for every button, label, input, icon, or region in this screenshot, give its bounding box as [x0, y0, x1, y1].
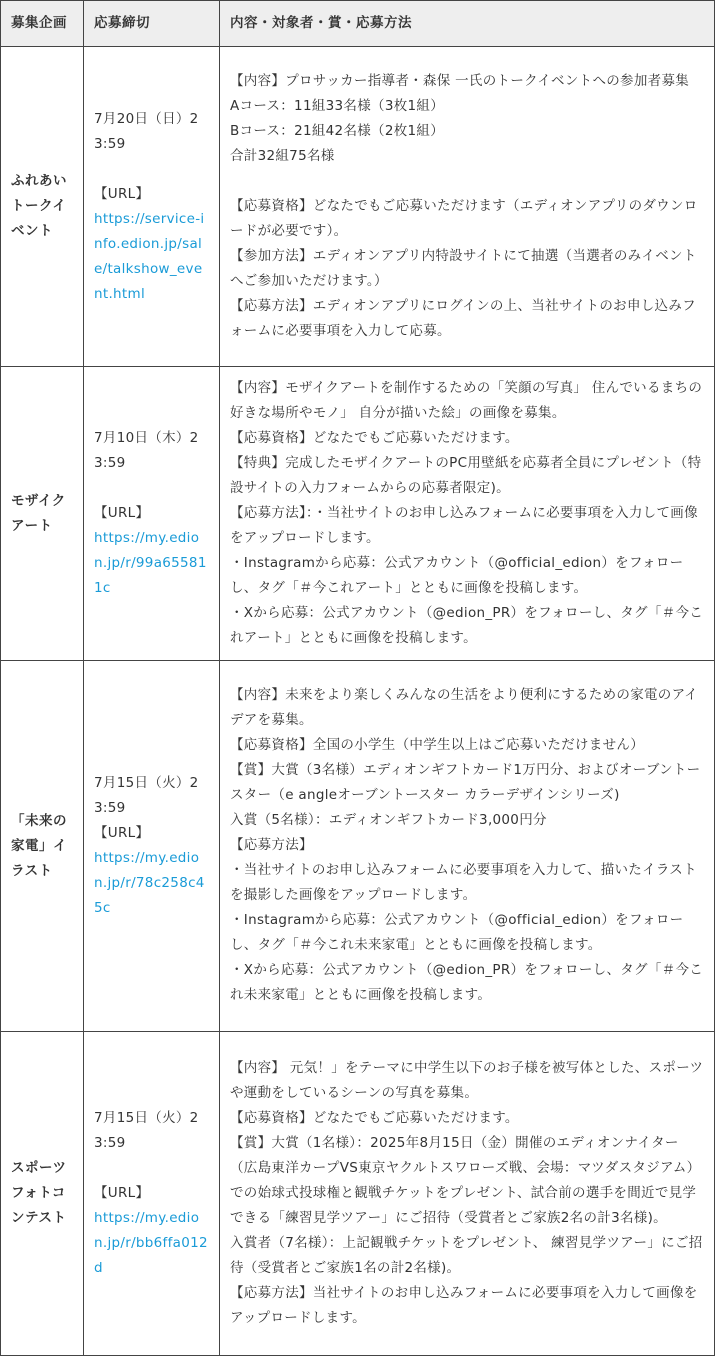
details-line: 【応募資格】全国の小学生（中学生以上はご応募いただけません） [230, 737, 644, 753]
details-line: 合計32組75名様 [230, 147, 335, 164]
details-cell [220, 1032, 715, 1356]
details-line: 【参加方法】エディオンアプリ内特設サイトにて抽選（当選者のみイベントへご参加いただけます。） [230, 247, 697, 289]
details-line: 【応募方法】 [230, 837, 313, 853]
header-deadline: 応募締切 [84, 1, 220, 47]
details-line: 【応募方法】エディオンアプリにログインの上、当社サイトのお申し込みフォームに必要事項を入力して応募。 [230, 297, 696, 339]
details-line: 【内容】プロサッカー指導者・森保 一氏のトークイベントへの参加者募集 [230, 72, 690, 89]
deadline-text: 7月20日（日）23:59 [94, 110, 199, 152]
campaign-category: ふれあいトークイベント [1, 47, 84, 367]
deadline-cell [84, 1032, 220, 1356]
campaign-url-link[interactable]: https://my.edion.jp/r/78c258c45c [94, 850, 205, 916]
campaign-category: モザイクアート [1, 367, 84, 661]
details-line: 【特典】完成したモザイクアートのPC用壁紙を応募者全員にプレゼント（特設サイトの入力フォームからの応募者限定)。 [230, 454, 702, 496]
details-line [230, 169, 704, 194]
deadline-cell [84, 661, 220, 1032]
details-cell [220, 47, 715, 367]
url-label: 【URL】 [94, 505, 150, 521]
campaign-url-link[interactable]: https://my.edion.jp/r/99a655811c [94, 530, 207, 596]
campaign-category: スポーツフォトコンテスト [1, 1032, 84, 1356]
details-line: ・Xから応募：公式アカウント（@edion_PR）をフォローし、タグ「＃今これ未来家電」とともに画像を投稿します。 [230, 962, 704, 1003]
header-details: 内容・対象者・賞・応募方法 [220, 1, 715, 47]
deadline-text: 7月15日（火）23:59 [94, 1110, 199, 1151]
details-line: 【内容】モザイクアートを制作するための「笑顔の写真」 住んでいるまちの好きな場所やモノ」 自分が描いた絵」の画像を募集。 [230, 379, 703, 421]
details-line: 【賞】大賞（3名様）エディオンギフトカード1万円分、およびオーブントースター（e angleオーブントースター カラーデザインシリーズ) [230, 762, 701, 803]
details-line: 【賞】大賞（1名様）：2025年8月15日（金）開催のエディオンナイター（広島東洋カープVS東京ヤクルトスワローズ戦、会場：マツダスタジアム）での始球式投球権と観戦チケットをプレゼント、試合前の選手を間近で見学できる「練習見学ツアー」にご招待（受賞者とご家族2名の計3名様)。 [230, 1134, 701, 1226]
details-line: 【応募資格】どなたでもご応募いただけます。 [230, 429, 519, 446]
url-label: 【URL】 [94, 185, 150, 202]
deadline-cell [84, 367, 220, 661]
campaign-category: 「未来の家電」イラスト [1, 661, 84, 1032]
spacer [94, 1156, 211, 1181]
details-line: ・Xから応募：公式アカウント（@edion_PR）をフォローし、タグ「＃今これアート」とともに画像を投稿します。 [230, 604, 704, 646]
table-header-row [1, 1, 715, 47]
details-line: ・当社サイトのお申し込みフォームに必要事項を入力して、描いたイラストを撮影した画像をアップロードします。 [230, 862, 697, 903]
table-row [1, 661, 715, 1032]
details-line: 入賞（5名様）：エディオンギフトカード3,000円分 [230, 812, 547, 828]
campaign-url-link[interactable]: https://service-info.edion.jp/sale/talkshow_event.html [94, 210, 205, 302]
details-line: 【応募資格】どなたでもご応募いただけます（エディオンアプリのダウンロードが必要です）。 [230, 197, 698, 239]
details-line: 【内容】 元気！」をテーマに中学生以下のお子様を被写体とした、スポーツや運動をしているシーンの写真を募集。 [230, 1059, 704, 1101]
url-label: 【URL】 [94, 825, 150, 841]
deadline-cell [84, 47, 220, 367]
details-line: 入賞者（7名様）：上記観戦チケットをプレゼント、 練習見学ツアー」にご招待（受賞者とご家族1名の計2名様)。 [230, 1234, 703, 1276]
details-cell [220, 661, 715, 1032]
details-line: 【応募方法】当社サイトのお申し込みフォームに必要事項を入力して画像をアップロードします。 [230, 1284, 698, 1326]
details-line: ・Instagramから応募：公式アカウント（@official_edion）をフォローし、タグ「＃今これアート」とともに画像を投稿します。 [230, 554, 684, 596]
table-row [1, 367, 715, 661]
header-category: 募集企画 [1, 1, 84, 47]
details-line: 【内容】未来をより楽しくみんなの生活をより便利にするための家電のアイデアを募集。 [230, 687, 698, 728]
deadline-text: 7月10日（木）23:59 [94, 430, 199, 471]
spacer [94, 476, 211, 501]
details-line: 【応募資格】どなたでもご応募いただけます。 [230, 1109, 519, 1126]
table-row [1, 47, 715, 367]
details-line: Bコース：21組42名様（2枚1組） [230, 122, 445, 139]
details-cell [220, 367, 715, 661]
details-line: ・Instagramから応募：公式アカウント（@official_edion）をフォローし、タグ「＃今これ未来家電」とともに画像を投稿します。 [230, 912, 684, 953]
table-row [1, 1032, 715, 1356]
campaign-url-link[interactable]: https://my.edion.jp/r/bb6ffa012d [94, 1210, 208, 1276]
deadline-text: 7月15日（火）23:59 [94, 775, 199, 816]
details-line: Aコース：11組33名様（3枚1組） [230, 97, 444, 114]
details-line: 【応募方法】：・当社サイトのお申し込みフォームに必要事項を入力して画像をアップロードします。 [230, 504, 698, 546]
url-label: 【URL】 [94, 1185, 150, 1201]
spacer [94, 157, 211, 182]
